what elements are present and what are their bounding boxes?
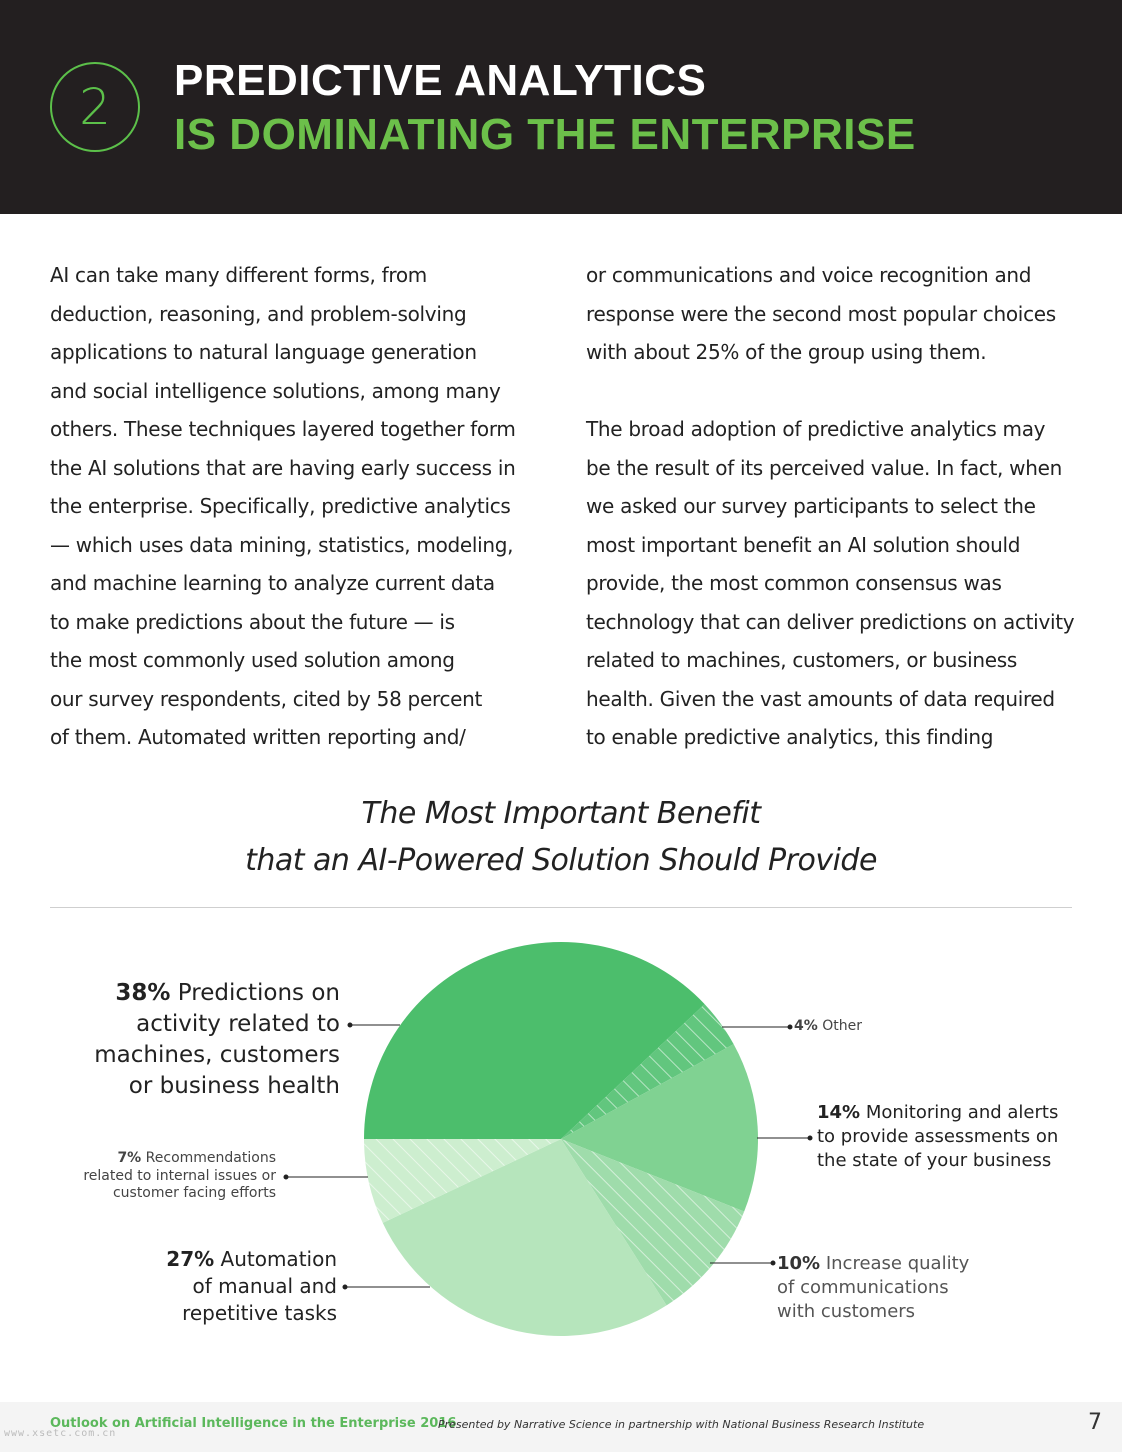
body-line: or communications and voice recognition and <box>586 263 1032 287</box>
label-communications-line: Increase quality <box>825 1253 970 1274</box>
chart-title-line2: that an AI-Powered Solution Should Provide <box>245 843 877 878</box>
label-other-pct: 4% <box>794 1018 818 1034</box>
body-line: with about 25% of the group using them. <box>586 340 987 364</box>
body-line: and social intelligence solutions, among many <box>50 378 501 403</box>
body-line: of them. Automated written reporting and/ <box>50 725 466 749</box>
body-line: the enterprise. Specifically, predictive analytics <box>50 494 511 518</box>
label-other <box>794 1018 862 1036</box>
body-line: the most commonly used solution among <box>50 648 455 672</box>
body-line: we asked our survey participants to select the <box>586 494 1036 518</box>
leader-dot-predictions <box>348 1023 352 1027</box>
page-number: 7 <box>1088 1410 1102 1435</box>
label-predictions-line: or business health <box>128 1073 340 1099</box>
body-line: deduction, reasoning, and problem-solving <box>50 301 467 326</box>
label-automation-line: repetitive tasks <box>182 1301 337 1325</box>
label-monitoring-pct: 14% <box>817 1102 861 1123</box>
label-automation-pct: 27% <box>166 1247 215 1271</box>
label-communications-line: of communications <box>777 1277 949 1298</box>
body-line: to make predictions about the future — is <box>50 609 455 634</box>
leader-dot-automation <box>343 1285 347 1289</box>
body-line: AI can take many different forms, from <box>50 263 427 287</box>
label-monitoring-line: to provide assessments on <box>817 1126 1059 1147</box>
body-line: response were the second most popular choices <box>586 301 1056 326</box>
label-automation-line: of manual and <box>192 1274 337 1298</box>
body-line: our survey respondents, cited by 58 percent <box>50 686 483 711</box>
body-line: provide, the most common consensus was <box>586 571 1002 595</box>
leader-dot-recommendations <box>284 1175 288 1179</box>
body-line: related to machines, customers, or business <box>586 648 1018 672</box>
label-monitoring-line: Monitoring and alerts <box>865 1102 1059 1123</box>
leader-dot-other <box>788 1025 792 1029</box>
body-line: applications to natural language generation <box>50 340 477 364</box>
label-communications-pct: 10% <box>777 1253 821 1274</box>
body-line: most important benefit an AI solution should <box>586 532 1021 557</box>
page-title-line2: IS DOMINATING THE ENTERPRISE <box>174 110 916 159</box>
page-title-line1: PREDICTIVE ANALYTICS <box>174 56 707 105</box>
body-line: technology that can deliver predictions on activity <box>586 609 1075 634</box>
label-automation <box>166 1246 337 1327</box>
label-predictions-pct: 38% <box>115 980 171 1006</box>
body-line: health. Given the vast amounts of data required <box>586 686 1055 711</box>
watermark: www.xsetc.com.cn <box>4 1428 117 1439</box>
section-number-badge: 2 <box>50 62 140 152</box>
leader-dot-communications <box>771 1261 775 1265</box>
label-predictions <box>94 978 340 1102</box>
label-automation-line: Automation <box>220 1247 337 1271</box>
label-recommendations-line: Recommendations <box>145 1150 276 1166</box>
label-predictions-line: Predictions on <box>177 980 340 1006</box>
footer-subtitle: Presented by Narrative Science in partnership with National Business Research Institute <box>438 1418 925 1431</box>
chart-title-line1: The Most Important Benefit <box>361 796 761 831</box>
body-line: — which uses data mining, statistics, modeling, <box>50 532 514 557</box>
body-line: to enable predictive analytics, this finding <box>586 725 994 749</box>
body-line: be the result of its perceived value. In fact, when <box>586 455 1062 480</box>
leader-dot-monitoring <box>808 1136 812 1140</box>
body-line: The broad adoption of predictive analytics may <box>586 417 1046 441</box>
label-recommendations-line: customer facing efforts <box>112 1185 276 1201</box>
label-predictions-line: activity related to <box>136 1011 340 1037</box>
body-line: and machine learning to analyze current data <box>50 571 495 595</box>
footer-title: Outlook on Artificial Intelligence in the Enterprise 2016 <box>50 1416 457 1431</box>
label-recommendations-pct: 7% <box>117 1150 142 1166</box>
label-communications-line: with customers <box>777 1301 916 1322</box>
body-line: the AI solutions that are having early success in <box>50 455 516 480</box>
body-line: others. These techniques layered together form <box>50 417 516 441</box>
label-recommendations <box>83 1150 276 1203</box>
label-communications <box>777 1252 969 1324</box>
label-other-line: Other <box>822 1018 862 1034</box>
label-monitoring-line: the state of your business <box>817 1150 1052 1171</box>
label-monitoring <box>817 1101 1058 1173</box>
label-recommendations-line: related to internal issues or <box>83 1167 276 1184</box>
label-predictions-line: machines, customers <box>94 1042 340 1068</box>
